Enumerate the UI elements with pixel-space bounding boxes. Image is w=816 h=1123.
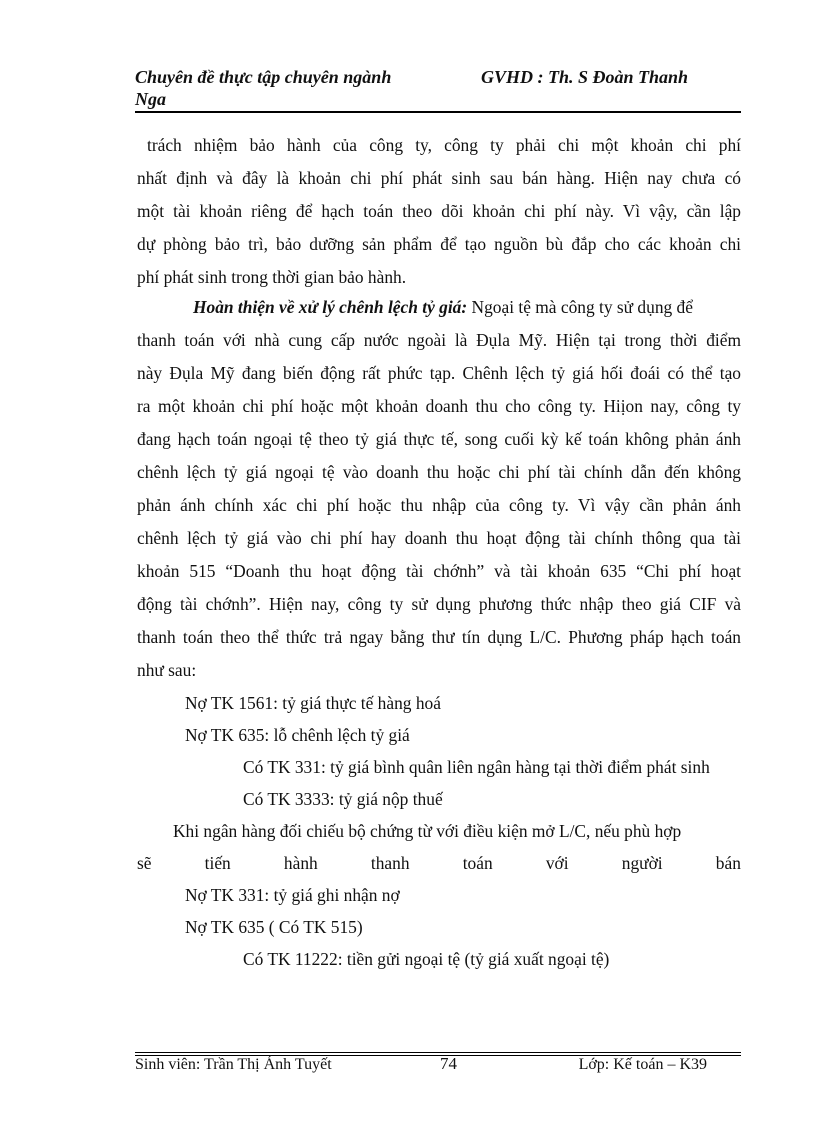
spread-word: thanh (370, 853, 410, 873)
journal-entry: Có TK 331: tỷ giá bình quân liên ngân hàng tại thời điểm phát sinh (243, 757, 710, 777)
journal-entry: Nợ TK 331: tỷ giá ghi nhận nợ (185, 885, 400, 905)
paragraph-2-line: như sau: (137, 660, 197, 680)
header-rule (135, 111, 741, 113)
footer-rule-top (135, 1052, 741, 1053)
header-title-line1: Chuyên đề thực tập chuyên ngành (135, 67, 392, 87)
paragraph-3-spread-line (137, 851, 741, 875)
paragraph-1-line: trách nhiệm bảo hành của công ty, công ty phải chi một khoản chi phí (147, 135, 741, 155)
paragraph-1-line: nhất định và đây là khoản chi phí phát sinh sau bán hàng. Hiện nay chưa có (137, 168, 741, 188)
spread-word: hành (283, 853, 318, 873)
spread-word: toán (462, 853, 493, 873)
header-advisor: GVHD : Th. S Đoàn Thanh (481, 67, 689, 87)
paragraph-2-line: chênh lệch tỷ giá vào chi phí hay doanh thu hoạt động tài chính thông qua tài (137, 528, 741, 548)
paragraph-2-line: động tài chớnh”. Hiện nay, công ty sử dụng phương thức nhập theo giá CIF và (137, 594, 741, 614)
paragraph-3-line: Khi ngân hàng đối chiếu bộ chứng từ với điều kiện mở L/C, nếu phù hợp (173, 821, 682, 841)
paragraph-1-line: phí phát sinh trong thời gian bảo hành. (137, 267, 407, 287)
spread-word: sẽ (137, 853, 152, 873)
header-title (135, 66, 435, 110)
paragraph-2-line: ra một khoản chi phí hoặc một khoản doanh thu cho công ty. Hiịon nay, công ty (137, 396, 741, 416)
page-number: 74 (440, 1054, 457, 1073)
section-heading: Hoàn thiện về xử lý chênh lệch tỷ giá: (193, 297, 468, 317)
paragraph-2-line: thanh toán theo thể thức trả ngay bằng thư tín dụng L/C. Phương pháp hạch toán (137, 627, 741, 647)
page-footer (135, 1056, 741, 1078)
paragraph-2-line: chênh lệch tỷ giá ngoại tệ vào doanh thu hoặc chi phí tài chính dẫn đến không (137, 462, 741, 482)
journal-entry: Nợ TK 635 ( Có TK 515) (185, 917, 363, 937)
journal-entry: Có TK 3333: tỷ giá nộp thuế (243, 789, 443, 809)
journal-entry: Có TK 11222: tiền gửi ngoại tệ (tỷ giá xuất ngoại tệ) (243, 949, 610, 969)
paragraph-2-first-line (193, 295, 741, 319)
header-title-line2: Nga (135, 89, 166, 109)
spread-word: với (545, 853, 569, 873)
paragraph-2-line: này Đụla Mỹ đang biến động rất phức tạp. Chênh lệch tỷ giá hối đoái có thể tạo (137, 363, 741, 383)
paragraph-2-line: đang hạch toán ngoại tệ theo tỷ giá thực tế, song cuối kỳ kế toán không phản ánh (137, 429, 741, 449)
paragraph-2-first-text: Ngoại tệ mà công ty sử dụng để (467, 297, 693, 317)
journal-entry: Nợ TK 1561: tỷ giá thực tế hàng hoá (185, 693, 441, 713)
spread-word: bán (715, 853, 741, 873)
journal-entry: Nợ TK 635: lỗ chênh lệch tỷ giá (185, 725, 410, 745)
paragraph-2-line: thanh toán với nhà cung cấp nước ngoài là Đụla Mỹ. Hiện tại trong thời điểm (137, 330, 741, 350)
paragraph-1-line: một tài khoản riêng để hạch toán theo dõi khoản chi phí này. Vì vậy, cần lập (137, 201, 741, 221)
spread-word: người (621, 853, 663, 873)
paragraph-2-line: khoản 515 “Doanh thu hoạt động tài chớnh” và tài khoản 635 “Chi phí hoạt (137, 561, 741, 581)
paragraph-1-line: dự phòng bảo trì, bảo dưỡng sản phẩm để tạo nguồn bù đắp cho các khoản chi (137, 234, 741, 254)
footer-class: Lớp: Kế toán – K39 (578, 1056, 707, 1073)
paragraph-2-line: phản ánh chính xác chi phí hoặc thu nhập của công ty. Vì vậy cần phản ánh (137, 495, 741, 515)
spread-word: tiến (204, 853, 231, 873)
page-header (135, 66, 741, 112)
footer-student: Sinh viên: Trần Thị Ánh Tuyết (135, 1056, 332, 1073)
